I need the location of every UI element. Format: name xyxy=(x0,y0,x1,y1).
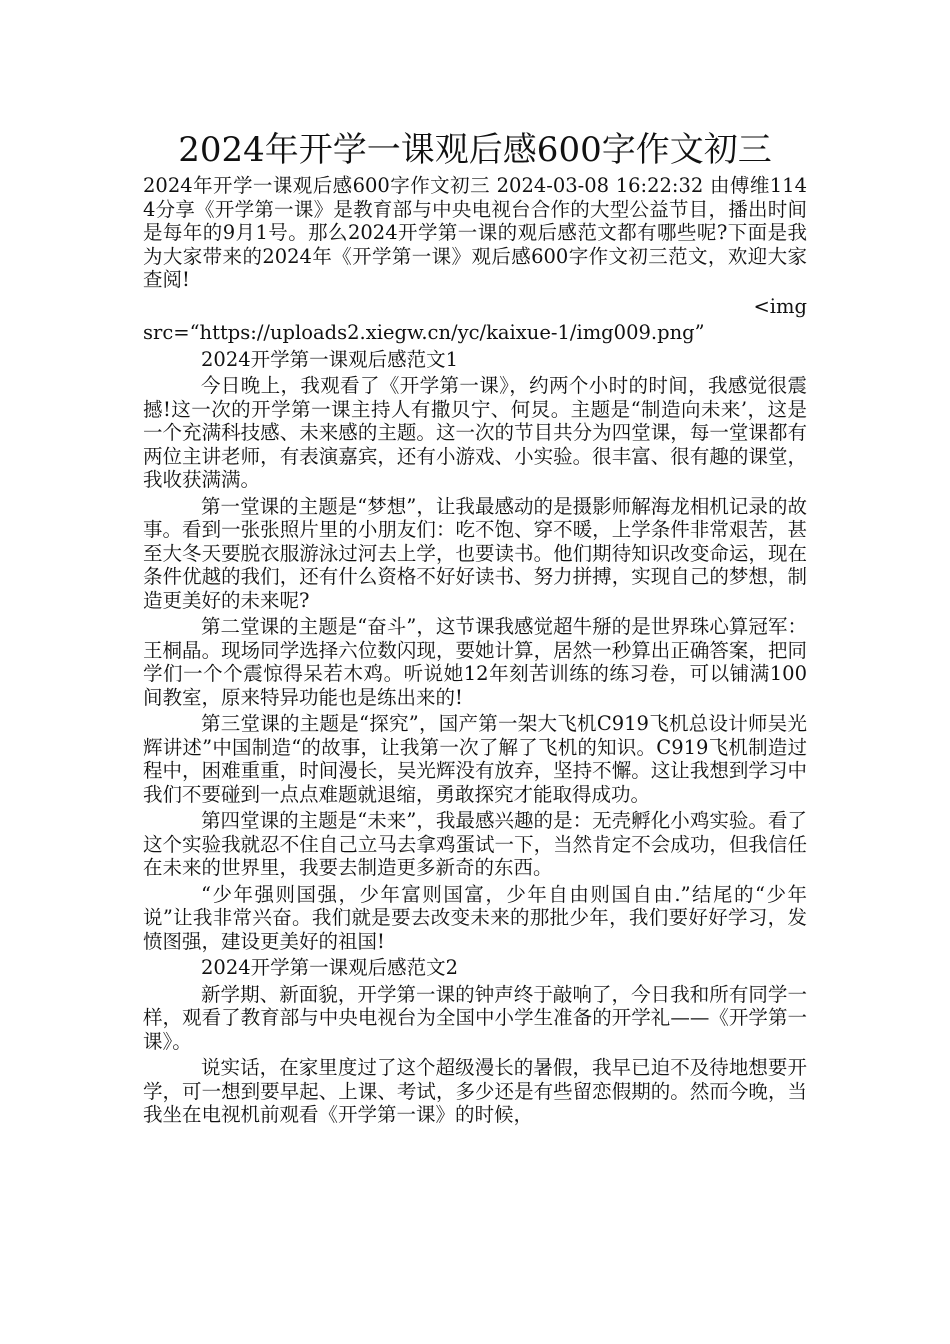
section-1-paragraph: 第一堂课的主题是“梦想”，让我最感动的是摄影师解海龙相机记录的故事。看到一张张照片里的小朋友们：吃不饱、穿不暖，上学条件非常艰苦，甚至大冬天要脱衣服游泳过河去上学，也要读书。他们期待知识改变命运，现在条件优越的我们，还有什么资格不好好读书、努力拼搏，实现自己的梦想，制造更美好的未来呢? xyxy=(143,494,807,612)
img-tag-line-1: <img xyxy=(753,294,807,318)
document-title: 2024年开学一课观后感600字作文初三 xyxy=(178,130,772,170)
section-1-paragraph: “少年强则国强，少年富则国富，少年自由则国自由.”结尾的“少年说”让我非常兴奋。我们就是要去改变未来的那批少年，我们要好好学习，发愤图强，建设更美好的祖国! xyxy=(143,882,807,953)
img-tag-line-2: src=“https://uploads2.xiegw.cn/yc/kaixue-1/img009.png” xyxy=(143,321,705,344)
section-1-paragraph: 第三堂课的主题是“探究”，国产第一架大飞机C919飞机总设计师吴光辉讲述”中国制造“的故事，让我第一次了解了飞机的知识。C919飞机制造过程中，困难重重，时间漫长，吴光辉没有放弃，坚持不懈。这让我想到学习中我们不要碰到一点点难题就退缩，勇敢探究才能取得成功。 xyxy=(143,712,807,806)
section-2-heading: 2024开学第一课观后感范文2 xyxy=(201,956,459,979)
section-1-paragraph: 第四堂课的主题是“未来”，我最感兴趣的是：无壳孵化小鸡实验。看了这个实验我就忍不住自己立马去拿鸡蛋试一下，当然肯定不会成功，但我信任在未来的世界里，我要去制造更多新奇的东西。 xyxy=(143,809,807,879)
section-1-heading: 2024开学第一课观后感范文1 xyxy=(201,347,459,371)
section-1-paragraph: 第二堂课的主题是“奋斗”，这节课我感觉超牛掰的是世界珠心算冠军：王桐晶。现场同学选择六位数闪现，要她计算，居然一秒算出正确答案，把同学们一个个震惊得呆若木鸡。听说她12年刻苦训练的练习卷，可以铺满100间教室，原来特异功能也是练出来的! xyxy=(143,615,807,709)
section-2-paragraph: 新学期、新面貌，开学第一课的钟声终于敲响了，今日我和所有同学一样，观看了教育部与中央电视台为全国中小学生准备的开学礼——《开学第一课》。 xyxy=(143,982,807,1053)
section-1-paragraph: 今日晚上，我观看了《开学第一课》，约两个小时的时间，我感觉很震撼!这一次的开学第一课主持人有撒贝宁、何炅。主题是“制造向未来’，这是一个充满科技感、未来感的主题。这一次的节目共分为四堂课，每一堂课都有两位主讲老师，有表演嘉宾，还有小游戏、小实验。很丰富、很有趣的课堂，我收获满满。 xyxy=(143,374,807,491)
document-page xyxy=(143,128,807,1130)
section-2-paragraph: 说实话，在家里度过了这个超级漫长的暑假，我早已迫不及待地想要开学，可一想到要早起、上课、考试，多少还是有些留恋假期的。然而今晚，当我坐在电视机前观看《开学第一课》的时候， xyxy=(143,1056,807,1126)
intro-paragraph: 2024年开学一课观后感600字作文初三 2024-03-08 16:22:32 由傅维1144分享《开学第一课》是教育部与中央电视台合作的大型公益节目，播出时间是每年的9月1号。那么2024开学第一课的观后感范文都有哪些呢?下面是我为大家带来的2024年《开学第一课》观后感600字作文初三范文，欢迎大家查阅! xyxy=(143,174,807,291)
